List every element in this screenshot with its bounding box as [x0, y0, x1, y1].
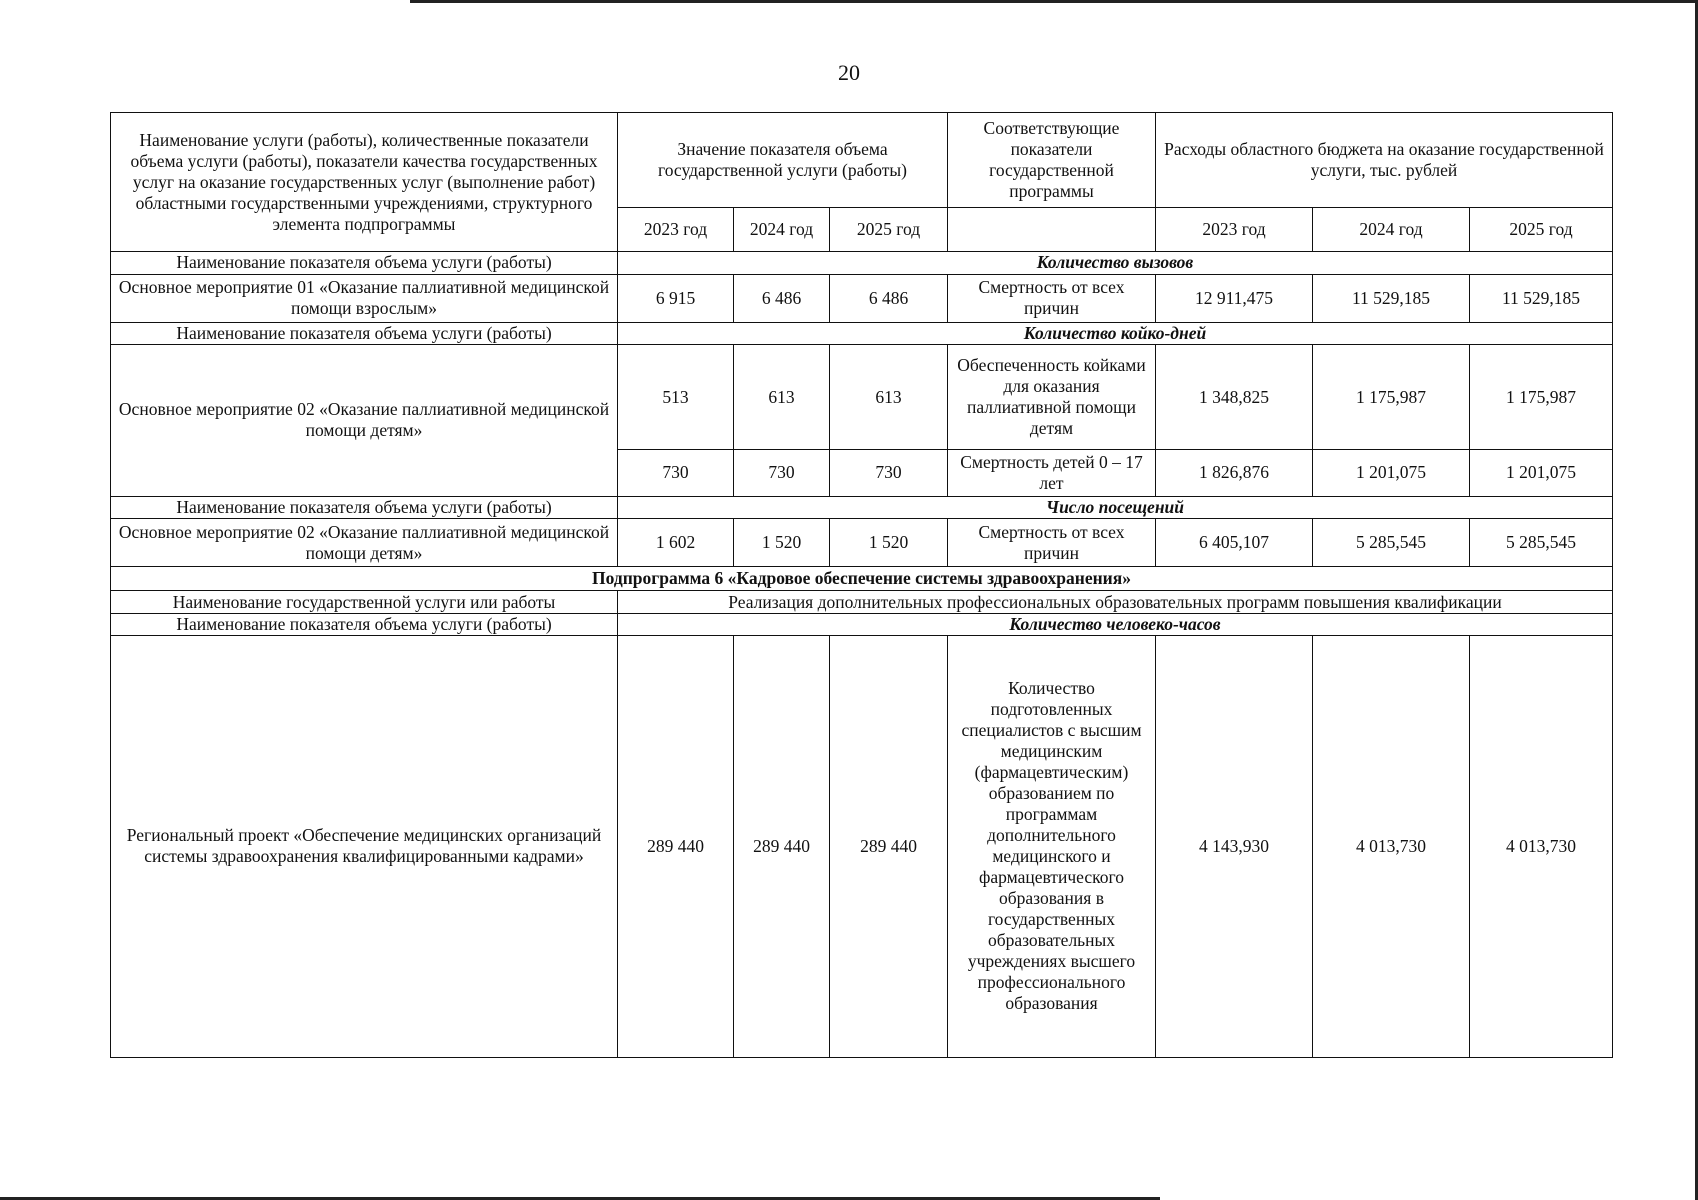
- header-value-year-2025: 2025 год: [830, 207, 948, 251]
- value-2023: 6 915: [618, 274, 734, 322]
- service-value: Реализация дополнительных профессиональных образовательных программ повышения квалификации: [618, 591, 1613, 613]
- table-row: [111, 635, 1613, 1057]
- value-2025: 730: [830, 450, 948, 496]
- indicator: Количество подготовленных специалистов с высшим медицинским (фармацевтическим) образованием по программам дополнительного медицинского и фармацевтического образования в государственных образовательных учреждениях высшего профессионального образования: [948, 635, 1156, 1057]
- expense-2023: 4 143,930: [1156, 635, 1313, 1057]
- section-row: [111, 613, 1613, 635]
- value-2023: 513: [618, 345, 734, 450]
- value-2024: 613: [734, 345, 830, 450]
- header-value-year-2024: 2024 год: [734, 207, 830, 251]
- expense-2025: 1 201,075: [1470, 450, 1613, 496]
- section-row: [111, 496, 1613, 518]
- value-2024: 730: [734, 450, 830, 496]
- header-value-year-2023: 2023 год: [618, 207, 734, 251]
- expense-2023: 1 348,825: [1156, 345, 1313, 450]
- expense-2024: 1 201,075: [1313, 450, 1470, 496]
- expense-2024: 11 529,185: [1313, 274, 1470, 322]
- expense-2025: 4 013,730: [1470, 635, 1613, 1057]
- value-2025: 613: [830, 345, 948, 450]
- expense-2023: 12 911,475: [1156, 274, 1313, 322]
- section-row: [111, 322, 1613, 344]
- header-values: Значение показателя объема государственной услуги (работы): [618, 113, 948, 208]
- expense-2025: 11 529,185: [1470, 274, 1613, 322]
- expense-2025: 1 175,987: [1470, 345, 1613, 450]
- service-label: Наименование государственной услуги или работы: [111, 591, 618, 613]
- expense-2024: 4 013,730: [1313, 635, 1470, 1057]
- section-row: [111, 252, 1613, 274]
- header-indicators: Соответствующие показатели государственной программы: [948, 113, 1156, 208]
- expense-2023: 1 826,876: [1156, 450, 1313, 496]
- unit-calls: Количество вызовов: [618, 252, 1613, 274]
- indicator-name-label: Наименование показателя объема услуги (работы): [111, 322, 618, 344]
- event-01-name: Основное мероприятие 01 «Оказание паллиативной медицинской помощи взрослым»: [111, 274, 618, 322]
- indicator: Смертность от всех причин: [948, 518, 1156, 566]
- header-expenses: Расходы областного бюджета на оказание государственной услуги, тыс. рублей: [1156, 113, 1613, 208]
- value-2023: 730: [618, 450, 734, 496]
- indicator: Обеспеченность койками для оказания паллиативной помощи детям: [948, 345, 1156, 450]
- value-2024: 6 486: [734, 274, 830, 322]
- subprogram-row: [111, 567, 1613, 591]
- expense-2023: 6 405,107: [1156, 518, 1313, 566]
- header-indicator-empty: [948, 207, 1156, 251]
- value-2024: 289 440: [734, 635, 830, 1057]
- budget-table: [110, 112, 1613, 1058]
- indicator-name-label: Наименование показателя объема услуги (работы): [111, 613, 618, 635]
- value-2023: 1 602: [618, 518, 734, 566]
- indicator-name-label: Наименование показателя объема услуги (работы): [111, 252, 618, 274]
- value-2023: 289 440: [618, 635, 734, 1057]
- subprogram-title: Подпрограмма 6 «Кадровое обеспечение системы здравоохранения»: [111, 567, 1613, 591]
- expense-2024: 5 285,545: [1313, 518, 1470, 566]
- service-row: [111, 591, 1613, 613]
- header-expense-year-2023: 2023 год: [1156, 207, 1313, 251]
- table-row: [111, 345, 1613, 450]
- indicator: Смертность детей 0 – 17 лет: [948, 450, 1156, 496]
- indicator: Смертность от всех причин: [948, 274, 1156, 322]
- header-expense-year-2024: 2024 год: [1313, 207, 1470, 251]
- expense-2025: 5 285,545: [1470, 518, 1613, 566]
- header-service-name: Наименование услуги (работы), количественные показатели объема услуги (работы), показатели качества государственных услуг на оказание государственных услуг (выполнение работ) областными государственными учреждениями, структурного элемента подпрограммы: [111, 113, 618, 252]
- value-2025: 6 486: [830, 274, 948, 322]
- event-02b-name: Основное мероприятие 02 «Оказание паллиативной медицинской помощи детям»: [111, 518, 618, 566]
- unit-bed-days: Количество койко-дней: [618, 322, 1613, 344]
- indicator-name-label: Наименование показателя объема услуги (работы): [111, 496, 618, 518]
- header-expense-year-2025: 2025 год: [1470, 207, 1613, 251]
- table-row: [111, 518, 1613, 566]
- value-2025: 1 520: [830, 518, 948, 566]
- value-2025: 289 440: [830, 635, 948, 1057]
- unit-visits: Число посещений: [618, 496, 1613, 518]
- page-number: 20: [838, 60, 860, 85]
- regional-project-name: Региональный проект «Обеспечение медицинских организаций системы здравоохранения квалифицированными кадрами»: [111, 635, 618, 1057]
- table-row: [111, 274, 1613, 322]
- expense-2024: 1 175,987: [1313, 345, 1470, 450]
- top-scan-rule: [410, 0, 1698, 3]
- unit-person-hours: Количество человеко-часов: [618, 613, 1613, 635]
- value-2024: 1 520: [734, 518, 830, 566]
- event-02-name: Основное мероприятие 02 «Оказание паллиативной медицинской помощи детям»: [111, 345, 618, 496]
- header-row: [111, 113, 1613, 208]
